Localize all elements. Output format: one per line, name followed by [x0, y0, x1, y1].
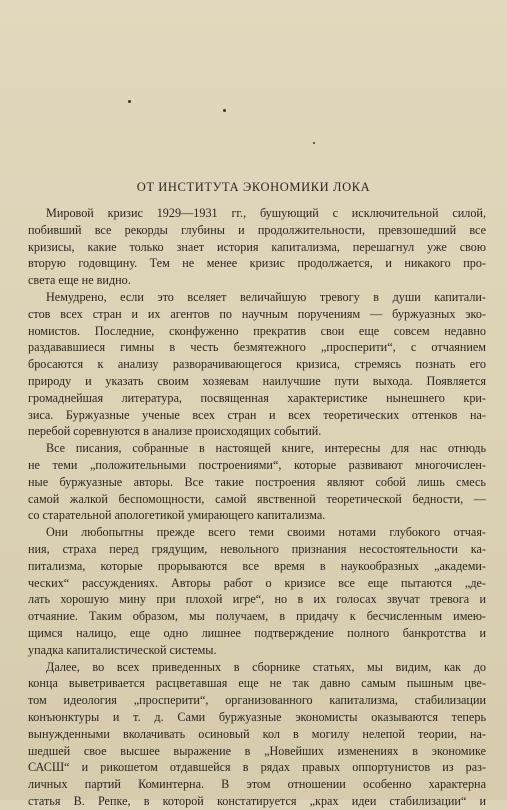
text-line: питализма, которые прорываются все время в наукообразных „академи- [28, 558, 486, 573]
text-line: отчаяние. Таким образом, мы получаем, в придачу к бесчисленным имею- [28, 609, 486, 624]
text-line: статья В. Репке, в которой констатируется „крах идеи стабилизации“ и [28, 793, 486, 808]
text-line: Они любопытны прежде всего теми своими нотами глубокого отчая- [46, 525, 486, 540]
paragraph [28, 659, 486, 810]
text-line: конца выветривается расцветавшая еще не так давно самым пышным цве- [28, 676, 486, 691]
text-line: лать хорошую мину при плохой игре“, но в их голосах звучат тревога и [28, 592, 486, 607]
text-line: Мировой кризис 1929—1931 гг., бушующий с исключительной силой, [46, 206, 486, 220]
text-line: том идеология „просперити“, организованного капитализма, стабилизации [28, 693, 486, 708]
text-line: самой жалкой беспомощности, самой явственной теоретической бедности, — [28, 491, 486, 506]
text-line: ные буржуазные авторы. Все такие построения являют собой лишь смесь [28, 474, 486, 489]
text-line: побивший все рекорды глубины и продолжительности, превзошедший все [28, 222, 486, 237]
text-line: кризисы, какие только знает история капитализма, перешагнул уже свою [28, 239, 486, 254]
text-line: личных партий Коминтерна. В этом отношении особенно характерна [28, 777, 486, 792]
text-line: упадка капиталистической системы. [28, 642, 217, 657]
paragraph [28, 289, 486, 440]
text-line: вынужденными вколачивать осиновый кол в могилу нелепой теории, на- [28, 726, 486, 741]
text-line: света еще не видно. [28, 273, 131, 288]
text-line: перебой соревнуются в анализе происходящих событий. [28, 424, 322, 439]
text-line: раздававшиеся гимны в честь безмятежного „просперити“, с отчаянием [28, 340, 486, 355]
text-line: зиса. Буржуазные ученые всех стран и всех теоретических оттенков на- [28, 407, 486, 422]
page-title: ОТ ИНСТИТУТА ЭКОНОМИКИ ЛОКА [136, 180, 371, 194]
body-text [28, 205, 486, 810]
text-line: ческих“ рассуждениях. Авторы работ о кризисе все еще пытаются „де- [28, 575, 486, 590]
text-line: стов всех стран и их агентов по научным поручениям — буржуазных эко- [28, 306, 486, 321]
text-line: вторую годовщину. Тем не менее кризис продолжается, и никакого про- [28, 256, 486, 271]
text-line: шедшей свое высшее выражение в „Новейших изменениях в экономике [28, 743, 486, 758]
text-line: щимся налицо, еще одно лишнее подтверждение полного банкротства и [28, 625, 486, 640]
paragraph [28, 440, 486, 524]
text-line: Все писания, собранные в настоящей книге, интересны для нас отнюдь [46, 441, 486, 456]
text-line: конъюнктуры и т. д. Сами буржуазные экономисты оказываются теперь [28, 709, 486, 724]
text-line: САСШ“ и рикошетом отдавшейся в рядах правых оппортунистов из раз- [28, 760, 486, 775]
paragraph [28, 524, 486, 658]
text-line: ния, страха перед грядущим, невольного признания несостоятельности ка- [28, 541, 486, 556]
text-line: громаднейшая литература, посвященная характеристике нынешнего кри- [28, 390, 486, 405]
ink-speck [313, 142, 315, 144]
ink-speck [223, 109, 226, 112]
text-line: не теми „положительными построениями“, которые развивают многочислен- [28, 457, 486, 472]
text-line: Далее, во всех приведенных в сборнике статьях, мы видим, как до [46, 659, 486, 674]
text-line: со старательной апологетикой умирающего капитализма. [28, 508, 326, 523]
ink-speck [128, 100, 131, 103]
text-line: бросаются к анализу разворачивающегося кризиса, стремясь познать его [28, 357, 486, 372]
text-line: Немудрено, если это вселяет величайшую тревогу в души капитали- [46, 289, 486, 304]
paragraph [28, 205, 486, 289]
text-line: номистов. Последние, сконфуженно прекратив свои еще совсем недавно [28, 323, 486, 338]
text-line: природу и указать своим хозяевам наилучшие пути выхода. Появляется [28, 373, 486, 388]
